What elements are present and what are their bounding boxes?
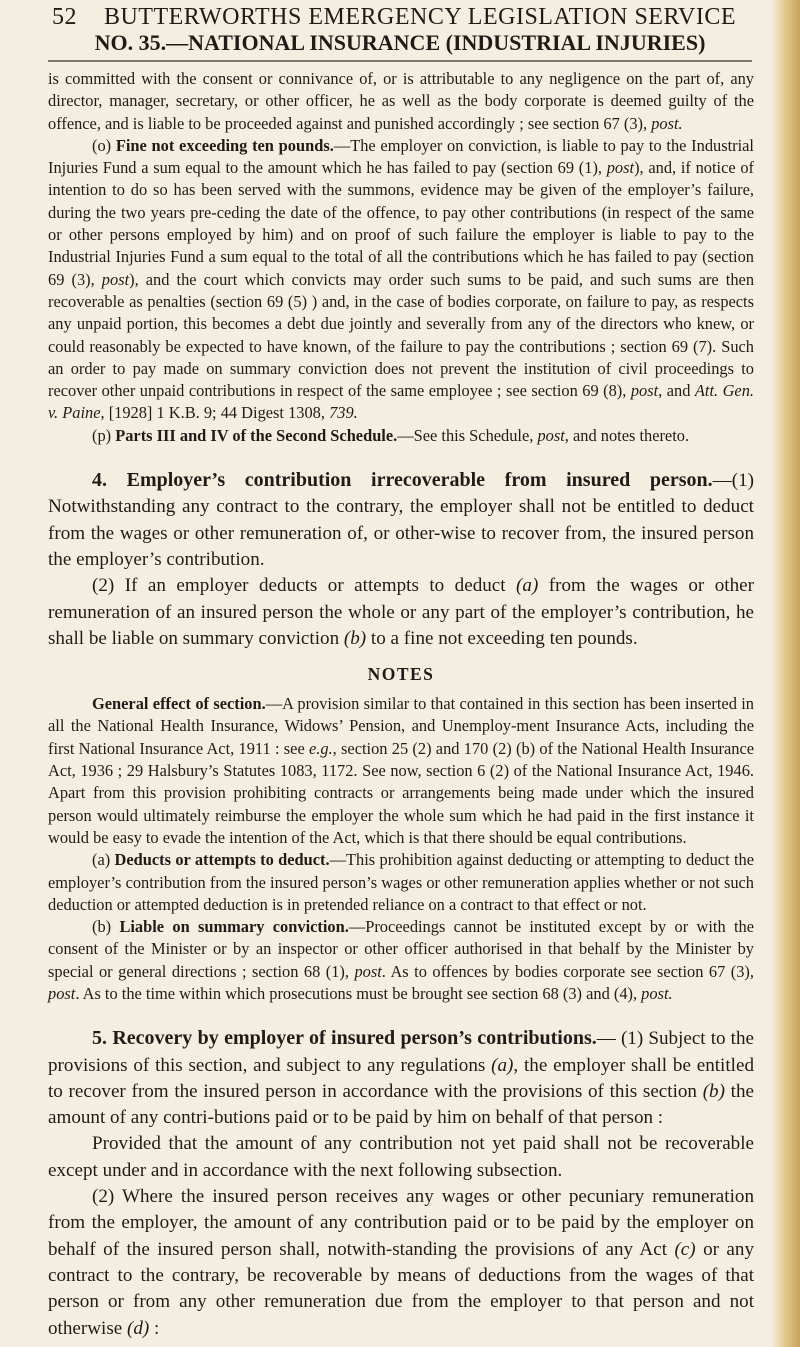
section-4-subsection-1: 4. Employer’s contribution irrecoverable from insured person.—(1) Notwithstanding any contract to the contrary, the employer shall not be entitled to deduct from the wages or other remuneration of, or other-wise to recover from, the insured person the employer’s contribution. [48,469,754,570]
paragraph-continuation: is committed with the consent or connivance of, or is attributable to any negligence on the part of, any director, manager, secretary, or other officer, he as well as the body corporate is deemed guilty of the offence, and is liable to be proceeded against and punished accordingly ; see section 67 (3), post. [48,69,754,133]
section-5-proviso: Provided that the amount of any contribution not yet paid shall not be recoverable except under and in accordance with the next following subsection. [48,1133,754,1181]
note-heading: Fine not exceeding ten pounds. [115,135,334,155]
note-a: (a) Deducts or attempts to deduct.—This prohibition against deducting or attempting to deduct the employer’s contribution from the insured person’s wages or other remuneration applies whether or not such deduction or attempted deduction is in pretended reliance on a contract to that effect or not. [48,850,754,914]
section-heading: 5. Recovery by employer of insured person’s contributions. [92,1027,597,1050]
note-general-effect: General effect of section.—A provision similar to that contained in this section has been inserted in all the National Health Insurance, Widows’ Pension, and Unemploy-ment Insurance Acts, including the first National Insurance Act, 1911 : see e.g., section 25 (2) and 170 (2) (b) of the National Health Insurance Act, 1936 ; 29 Halsbury’s Statutes 1083, 1172. See now, section 6 (2) of the National Insurance Act, 1946. Apart from this provision prohibiting contracts or arrangements being made under which the insured person would ultimately reimburse the employer the whole sum which he had paid in the first instance it would be easy to evade the intention of the Act, which is that there should be equal contributions. [48,694,755,847]
note-o: (o) Fine not exceeding ten pounds.—The employer on conviction, is liable to pay to the Industrial Injuries Fund a sum equal to the amount which he has failed to pay (section 69 (1), post), and, if notice of intention to do so has been served with the summons, evidence may be given of the employer’s failure, during the two years pre-ceding the date of the offence, to pay other contributions (in respect of the same or other persons employed by him) and on proof of such failure the employer is liable to pay to the Industrial Injuries Fund a sum equal to the total of all the contributions which he has failed to pay (section 69 (3), post), and the court which convicts may order such sums to be paid, and such sums are then recoverable as penalties (section 69 (5) ) and, in the case of bodies corporate, on failure to pay, as respects any unpaid portion, this becomes a debt due jointly and severally from any of the directors who knew, or could reasonably be expected to have known, of the failure to pay the contributions ; section 69 (7). Such an order to pay made on summary conviction does not prevent the institution of civil proceedings to recover other unpaid contributions in respect of the same employee ; see section 69 (8), post, and Att. Gen. v. Paine, [1928] 1 K.B. 9; 44 Digest 1308, 739. [48,135,755,423]
page-edge-shadow [772,0,800,1347]
note-heading: Parts III and IV of the Second Schedule. [115,425,398,445]
note-p: (p) Parts III and IV of the Second Schedule.—See this Schedule, post, and notes thereto. [92,425,690,445]
note-heading: General effect of section. [92,694,266,714]
note-heading: Liable on summary conviction. [119,917,349,937]
note-b: (b) Liable on summary conviction.—Proceedings cannot be instituted except by or with the consent of the Minister or by an inspector or other officer authorised in that behalf by the Minister by special or general directions ; section 68 (1), post. As to offences by bodies corporate see section 67 (3), post. As to the time within which prosecutions must be brought see section 68 (3) and (4), post. [48,917,754,1003]
running-title: BUTTERWORTHS EMERGENCY LEGISLATION SERVICE [103,4,737,30]
header-rule [48,60,752,62]
running-header [50,4,750,31]
notes-heading: NOTES [367,664,435,685]
section-5-subsection-2: (2) Where the insured person receives any wages or other pecuniary remuneration from the employer, the amount of any contribution paid or to be paid by the employer on behalf of the insured person shall, notwith-standing the provisions of any Act (c) or any contract to the contrary, be recoverable by means of deductions from the wages of that person or from any other remuneration due from the employer to that person and not otherwise (d) : [48,1186,754,1339]
page-number: 52 [52,4,77,30]
section-4-subsection-2: (2) If an employer deducts or attempts to deduct (a) from the wages or other remuneration of an insured person the whole or any part of the employer’s contribution, he shall be liable on summary conviction (b) to a fine not exceeding ten pounds. [48,575,754,649]
section-heading: 4. Employer’s contribution irrecoverable from insured person. [92,469,713,492]
page-body [48,68,754,1342]
section-5-subsection-1: 5. Recovery by employer of insured person’s contributions.— (1) Subject to the provisions of this section, and subject to any regulations (a), the employer shall be entitled to recover from the insured person in accordance with the provisions of this section (b) the amount of any contri-butions paid or to be paid by him on behalf of that person : [48,1027,754,1129]
note-heading: Deducts or attempts to deduct. [114,850,330,870]
act-title: NO. 35.—NATIONAL INSURANCE (INDUSTRIAL INJURIES) [94,30,706,55]
